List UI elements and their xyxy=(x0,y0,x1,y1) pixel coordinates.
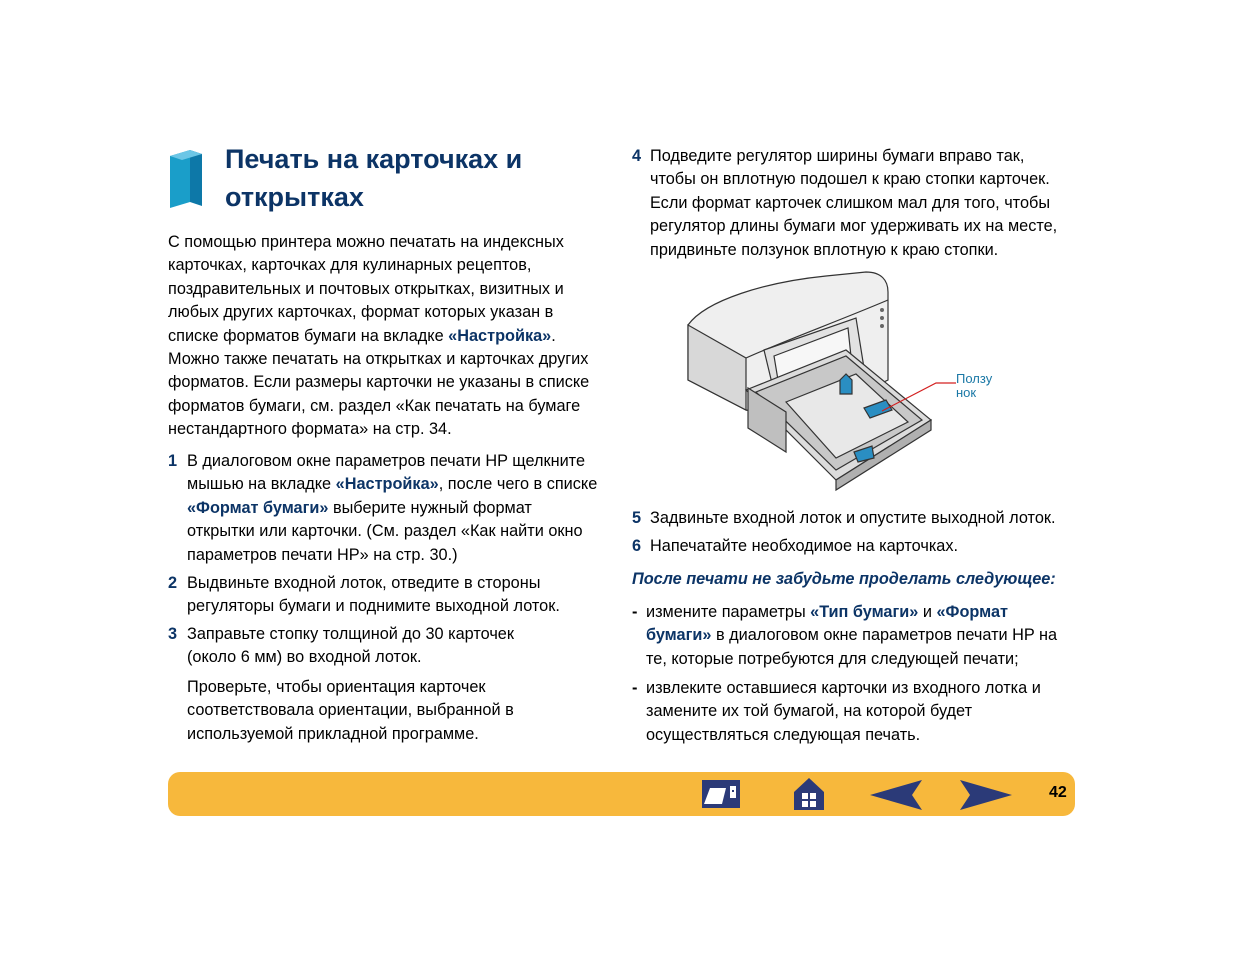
step-line: используемой прикладной программе. xyxy=(187,724,479,743)
bullet-line: извлеките оставшиеся карточки из входного лотка и xyxy=(646,679,1041,697)
step-6 xyxy=(650,535,958,558)
step-3 xyxy=(187,623,514,746)
title-line-1: Печать на карточках и xyxy=(225,144,523,174)
step-line xyxy=(187,473,597,496)
paper-size-link[interactable]: «Формат xyxy=(936,603,1008,621)
step-line: Подведите регулятор ширины бумаги вправо так, xyxy=(650,147,1025,165)
after-printing-heading: После печати не забудьте проделать следующее: xyxy=(632,570,1056,588)
title-line-2: открытках xyxy=(225,182,364,212)
callout-line: Ползу xyxy=(956,371,993,386)
step-line: Напечатайте необходимое на карточках. xyxy=(650,537,959,555)
intro-line: Можно также печатать на открытках и карточках других xyxy=(168,350,589,369)
bullet: - xyxy=(632,679,638,697)
intro-line: С помощью принтера можно печатать на индексных xyxy=(168,233,564,251)
step-line: придвиньте ползунок вплотную к краю стопки. xyxy=(650,240,999,259)
prev-arrow-icon[interactable] xyxy=(868,778,924,812)
callout-pointer xyxy=(880,375,956,413)
callout-line: нок xyxy=(956,385,977,400)
step-5 xyxy=(650,507,1056,530)
intro-text: списке форматов бумаги на вкладке xyxy=(168,326,449,345)
bullet-line xyxy=(646,601,1057,624)
bullet-line: те, которые потребуются для следующей печати; xyxy=(646,649,1019,668)
step-4 xyxy=(650,145,1057,262)
page-title xyxy=(225,140,585,216)
bullet-2 xyxy=(646,677,1041,747)
step-text: мышью на вкладке xyxy=(187,475,336,494)
step-number: 1 xyxy=(168,452,178,470)
intro-line: поздравительных и почтовых открытках, визитных и xyxy=(168,279,564,298)
bullet-line: замените их той бумагой, на которой будет xyxy=(646,702,973,721)
bullet-line xyxy=(646,624,1057,647)
step-line: (около 6 мм) во входной лоток. xyxy=(187,648,422,667)
step-number: 4 xyxy=(632,147,642,165)
step-line: Если формат карточек слишком мал для того, чтобы xyxy=(650,193,1051,212)
bullet-line: осуществляться следующая печать. xyxy=(646,725,921,744)
paper-size-link[interactable]: бумаги» xyxy=(646,626,712,645)
bullet-1 xyxy=(646,601,1057,671)
step-1 xyxy=(187,450,597,567)
step-line: регуляторы бумаги и поднимите выходной лоток. xyxy=(187,597,560,616)
step-number: 3 xyxy=(168,625,178,643)
printer-icon[interactable] xyxy=(700,778,742,810)
intro-paragraph xyxy=(168,231,598,442)
step-line: Задвиньте входной лоток и опустите выходной лоток. xyxy=(650,509,1056,527)
step-line xyxy=(187,497,597,520)
step-line: В диалоговом окне параметров печати HP щелкните xyxy=(187,452,586,470)
intro-line xyxy=(168,325,598,348)
bullet-text: измените параметры xyxy=(646,603,811,621)
slider-callout xyxy=(956,372,992,400)
paper-type-link[interactable]: «Тип бумаги» xyxy=(810,603,919,621)
intro-text: . xyxy=(551,326,556,345)
step-line: чтобы он вплотную подошел к краю стопки карточек. xyxy=(650,170,1050,189)
setup-tab-link[interactable]: «Настройка» xyxy=(335,475,439,494)
next-arrow-icon[interactable] xyxy=(958,778,1014,812)
step-line: открытки или карточки. (См. раздел «Как найти окно xyxy=(187,522,583,541)
bullet: - xyxy=(632,603,638,621)
step-number: 5 xyxy=(632,509,642,527)
step-line: Заправьте стопку толщиной до 30 карточек xyxy=(187,625,514,643)
step-line: регулятор длины бумаги мог удерживать их на месте, xyxy=(650,217,1058,236)
bullet-text: и xyxy=(918,603,937,621)
step-line: Проверьте, чтобы ориентация карточек xyxy=(187,677,486,696)
step-text: , после чего в списке xyxy=(438,475,598,494)
step-line: соответствовала ориентации, выбранной в xyxy=(187,701,514,720)
step-number: 6 xyxy=(632,537,642,555)
book-icon xyxy=(170,150,204,208)
intro-line: форматов бумаги, см. раздел «Как печатать на бумаге xyxy=(168,396,581,415)
page-number: 42 xyxy=(1049,784,1067,801)
step-line: параметров печати HP» на стр. 30.) xyxy=(187,545,458,564)
setup-tab-link[interactable]: «Настройка» xyxy=(448,326,552,345)
intro-line: нестандартного формата» на стр. 34. xyxy=(168,420,452,439)
paper-size-link[interactable]: «Формат бумаги» xyxy=(187,498,329,517)
step-line: Выдвиньте входной лоток, отведите в стороны xyxy=(187,574,541,592)
step-number: 2 xyxy=(168,574,178,592)
bullet-text: в диалоговом окне параметров печати HP на xyxy=(711,626,1058,645)
home-icon[interactable] xyxy=(792,776,826,812)
navigation-bar xyxy=(168,772,1075,816)
step-2 xyxy=(187,572,560,619)
step-text: выберите нужный формат xyxy=(328,498,532,517)
intro-line: форматов. Если размеры карточки не указаны в списке xyxy=(168,373,590,392)
intro-line: любых других карточках, формат которых указан в xyxy=(168,303,554,322)
intro-line: карточках, карточках для кулинарных рецептов, xyxy=(168,256,532,275)
